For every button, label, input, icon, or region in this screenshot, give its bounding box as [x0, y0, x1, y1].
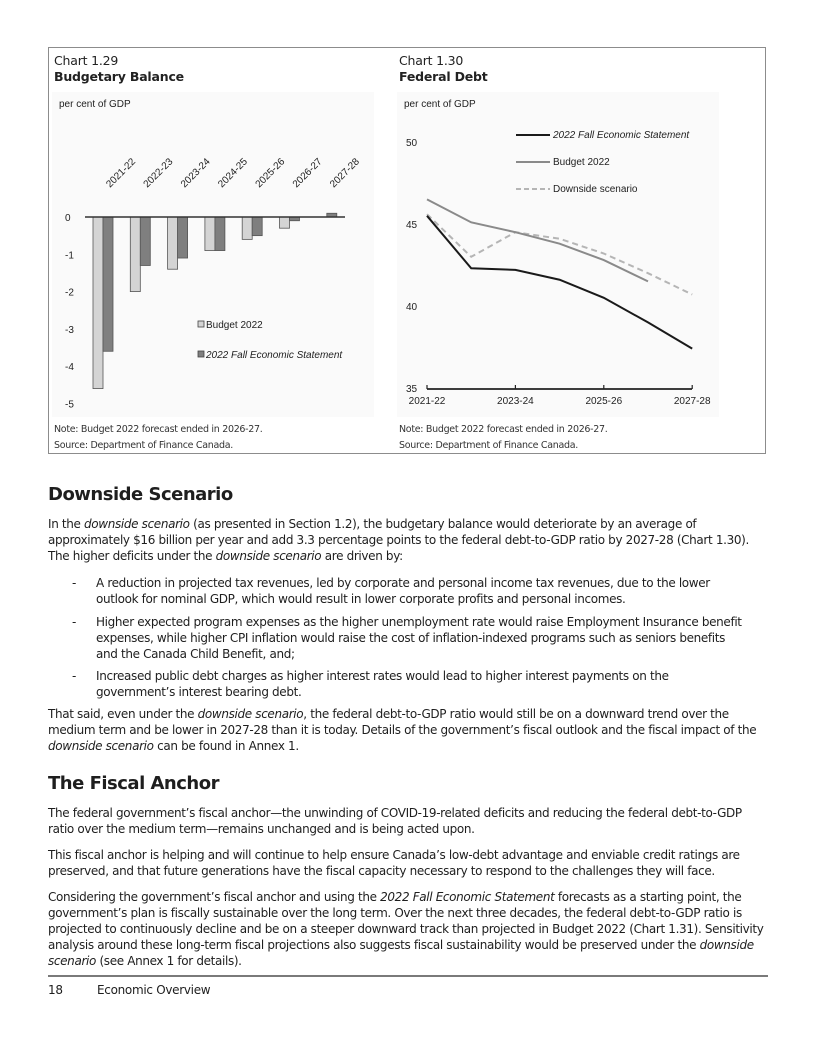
downside-conclusion-text: That said, even under the downside scenario, the federal debt-to-GDP ratio would still be on a downward trend over the medium term and be lower in 2027-28 than it is today. Details of the government’s fiscal outlook and the fiscal impact of the downside scenario can be found in Annex 1. [48, 707, 757, 753]
emphasis: downside scenario [215, 549, 322, 563]
chart-federal-debt [394, 48, 766, 453]
section-heading-downside: Downside Scenario [48, 484, 233, 505]
bar [140, 217, 150, 265]
section-heading-fiscal-anchor: The Fiscal Anchor [48, 773, 219, 794]
emphasis: downside scenario [84, 517, 190, 531]
bar [252, 217, 262, 236]
bar [205, 217, 215, 251]
y-axis-unit: per cent of GDP [404, 99, 476, 110]
bar [280, 217, 290, 228]
emphasis: downside scenario [197, 707, 304, 721]
svg-text:-3: -3 [65, 324, 74, 336]
bar [103, 217, 113, 351]
bar [168, 217, 178, 269]
chart-source: Source: Department of Finance Canada. [54, 440, 233, 451]
chart-note: Note: Budget 2022 forecast ended in 2026-27. [399, 424, 608, 435]
bar [130, 217, 140, 292]
bullet-marker: - [72, 669, 76, 683]
bullet-marker: - [72, 576, 76, 590]
svg-text:2022 Fall Economic Statement: 2022 Fall Economic Statement [553, 130, 690, 141]
svg-text:2026-27: 2026-27 [290, 156, 325, 191]
chart-title: Federal Debt [399, 69, 488, 84]
svg-text:-1: -1 [65, 250, 74, 262]
fiscal-anchor-text-3: Considering the government’s fiscal anchor and using the 2022 Fall Economic Statement forecasts as a starting point, the government’s plan is fiscally sustainable over the long term. Over the next three decades, the federal debt-to-GDP ratio is projected to continuously decline and be on a steeper downward track than projected in Budget 2022 (Chart 1.31). Sensitivity analysis around these long-term fiscal projections also suggests fiscal sustainability would be preserved under the downside scenario (see Annex 1 for details). [48, 890, 764, 968]
list-item-text: Higher expected program expenses as the higher unemployment rate would raise Employment Insurance benefit expenses, while higher CPI inflation would raise the cost of inflation-indexed programs such as seniors benefits and the Canada Child Benefit, and; [96, 615, 742, 661]
line-series [427, 199, 648, 281]
svg-text:2025-26: 2025-26 [585, 396, 623, 407]
chart-title: Budgetary Balance [54, 69, 184, 84]
svg-text:Downside scenario: Downside scenario [553, 184, 638, 195]
footer-divider [48, 975, 768, 977]
paragraph [48, 889, 768, 969]
svg-text:2021-22: 2021-22 [104, 156, 139, 191]
svg-text:35: 35 [406, 384, 418, 395]
fiscal-anchor-text-1: The federal government’s fiscal anchor—the unwinding of COVID-19-related deficits and reducing the federal debt-to-GDP ratio over the medium term—remains unchanged and is being acted upon. [48, 806, 742, 836]
paragraph [48, 706, 768, 754]
chart-budgetary-balance [49, 48, 394, 453]
svg-text:Budget 2022: Budget 2022 [206, 320, 263, 331]
svg-text:2027-28: 2027-28 [673, 396, 711, 407]
charts-container [48, 47, 766, 454]
emphasis: downside scenario [48, 938, 754, 968]
bar [93, 217, 103, 389]
fiscal-anchor-text-2: This fiscal anchor is helping and will continue to help ensure Canada’s low-debt advantage and enviable credit ratings are preserved, and that future generations have the fiscal capacity necessary to respond to the challenges they will face. [48, 848, 740, 878]
svg-text:2023-24: 2023-24 [497, 396, 534, 407]
paragraph [48, 805, 768, 837]
y-axis-unit: per cent of GDP [59, 99, 131, 110]
svg-text:2023-24: 2023-24 [178, 156, 213, 191]
bar [242, 217, 252, 239]
bar [178, 217, 188, 258]
svg-text:2022-23: 2022-23 [141, 156, 176, 191]
line-series [427, 214, 692, 294]
chart-note: Note: Budget 2022 forecast ended in 2026-27. [54, 424, 263, 435]
svg-text:-4: -4 [65, 362, 74, 374]
svg-text:0: 0 [65, 213, 71, 224]
page-number: 18 [48, 983, 63, 997]
chart-source: Source: Department of Finance Canada. [399, 440, 578, 451]
svg-text:40: 40 [406, 302, 418, 313]
bar-chart [49, 48, 394, 418]
svg-text:-5: -5 [65, 399, 74, 411]
emphasis: 2022 Fall Economic Statement [380, 890, 555, 904]
svg-text:-2: -2 [65, 287, 74, 299]
svg-text:2027-28: 2027-28 [328, 156, 362, 191]
paragraph [48, 516, 768, 564]
paragraph [48, 847, 768, 879]
svg-text:2021-22: 2021-22 [408, 396, 446, 407]
chart-number: Chart 1.30 [399, 53, 464, 68]
svg-text:Budget 2022: Budget 2022 [553, 157, 610, 168]
bar [215, 217, 225, 251]
line-series [427, 216, 692, 349]
downside-intro-text: In the downside scenario (as presented in Section 1.2), the budgetary balance would deteriorate by an average of approximately $16 billion per year and add 3.3 percentage points to the federal debt-to-GDP ratio by 2027-28 (Chart 1.30). The higher deficits under the downside scenario are driven by: [48, 517, 749, 563]
emphasis: downside scenario [48, 739, 154, 753]
chart-number: Chart 1.29 [54, 53, 119, 68]
svg-text:2022 Fall Economic Statement: 2022 Fall Economic Statement [206, 350, 343, 361]
list-item-text: Increased public debt charges as higher interest rates would lead to higher interest payments on the government’s interest bearing debt. [96, 669, 669, 699]
line-chart [394, 48, 766, 418]
list-item-text: A reduction in projected tax revenues, led by corporate and personal income tax revenues, due to the lower outlook for nominal GDP, which would result in lower corporate profits and personal incomes. [96, 576, 710, 606]
footer-section-title: Economic Overview [97, 983, 211, 997]
bullet-marker: - [72, 615, 76, 629]
svg-text:50: 50 [406, 138, 418, 149]
svg-text:2025-26: 2025-26 [253, 156, 288, 191]
svg-text:45: 45 [406, 220, 418, 231]
svg-text:2024-25: 2024-25 [216, 156, 250, 191]
